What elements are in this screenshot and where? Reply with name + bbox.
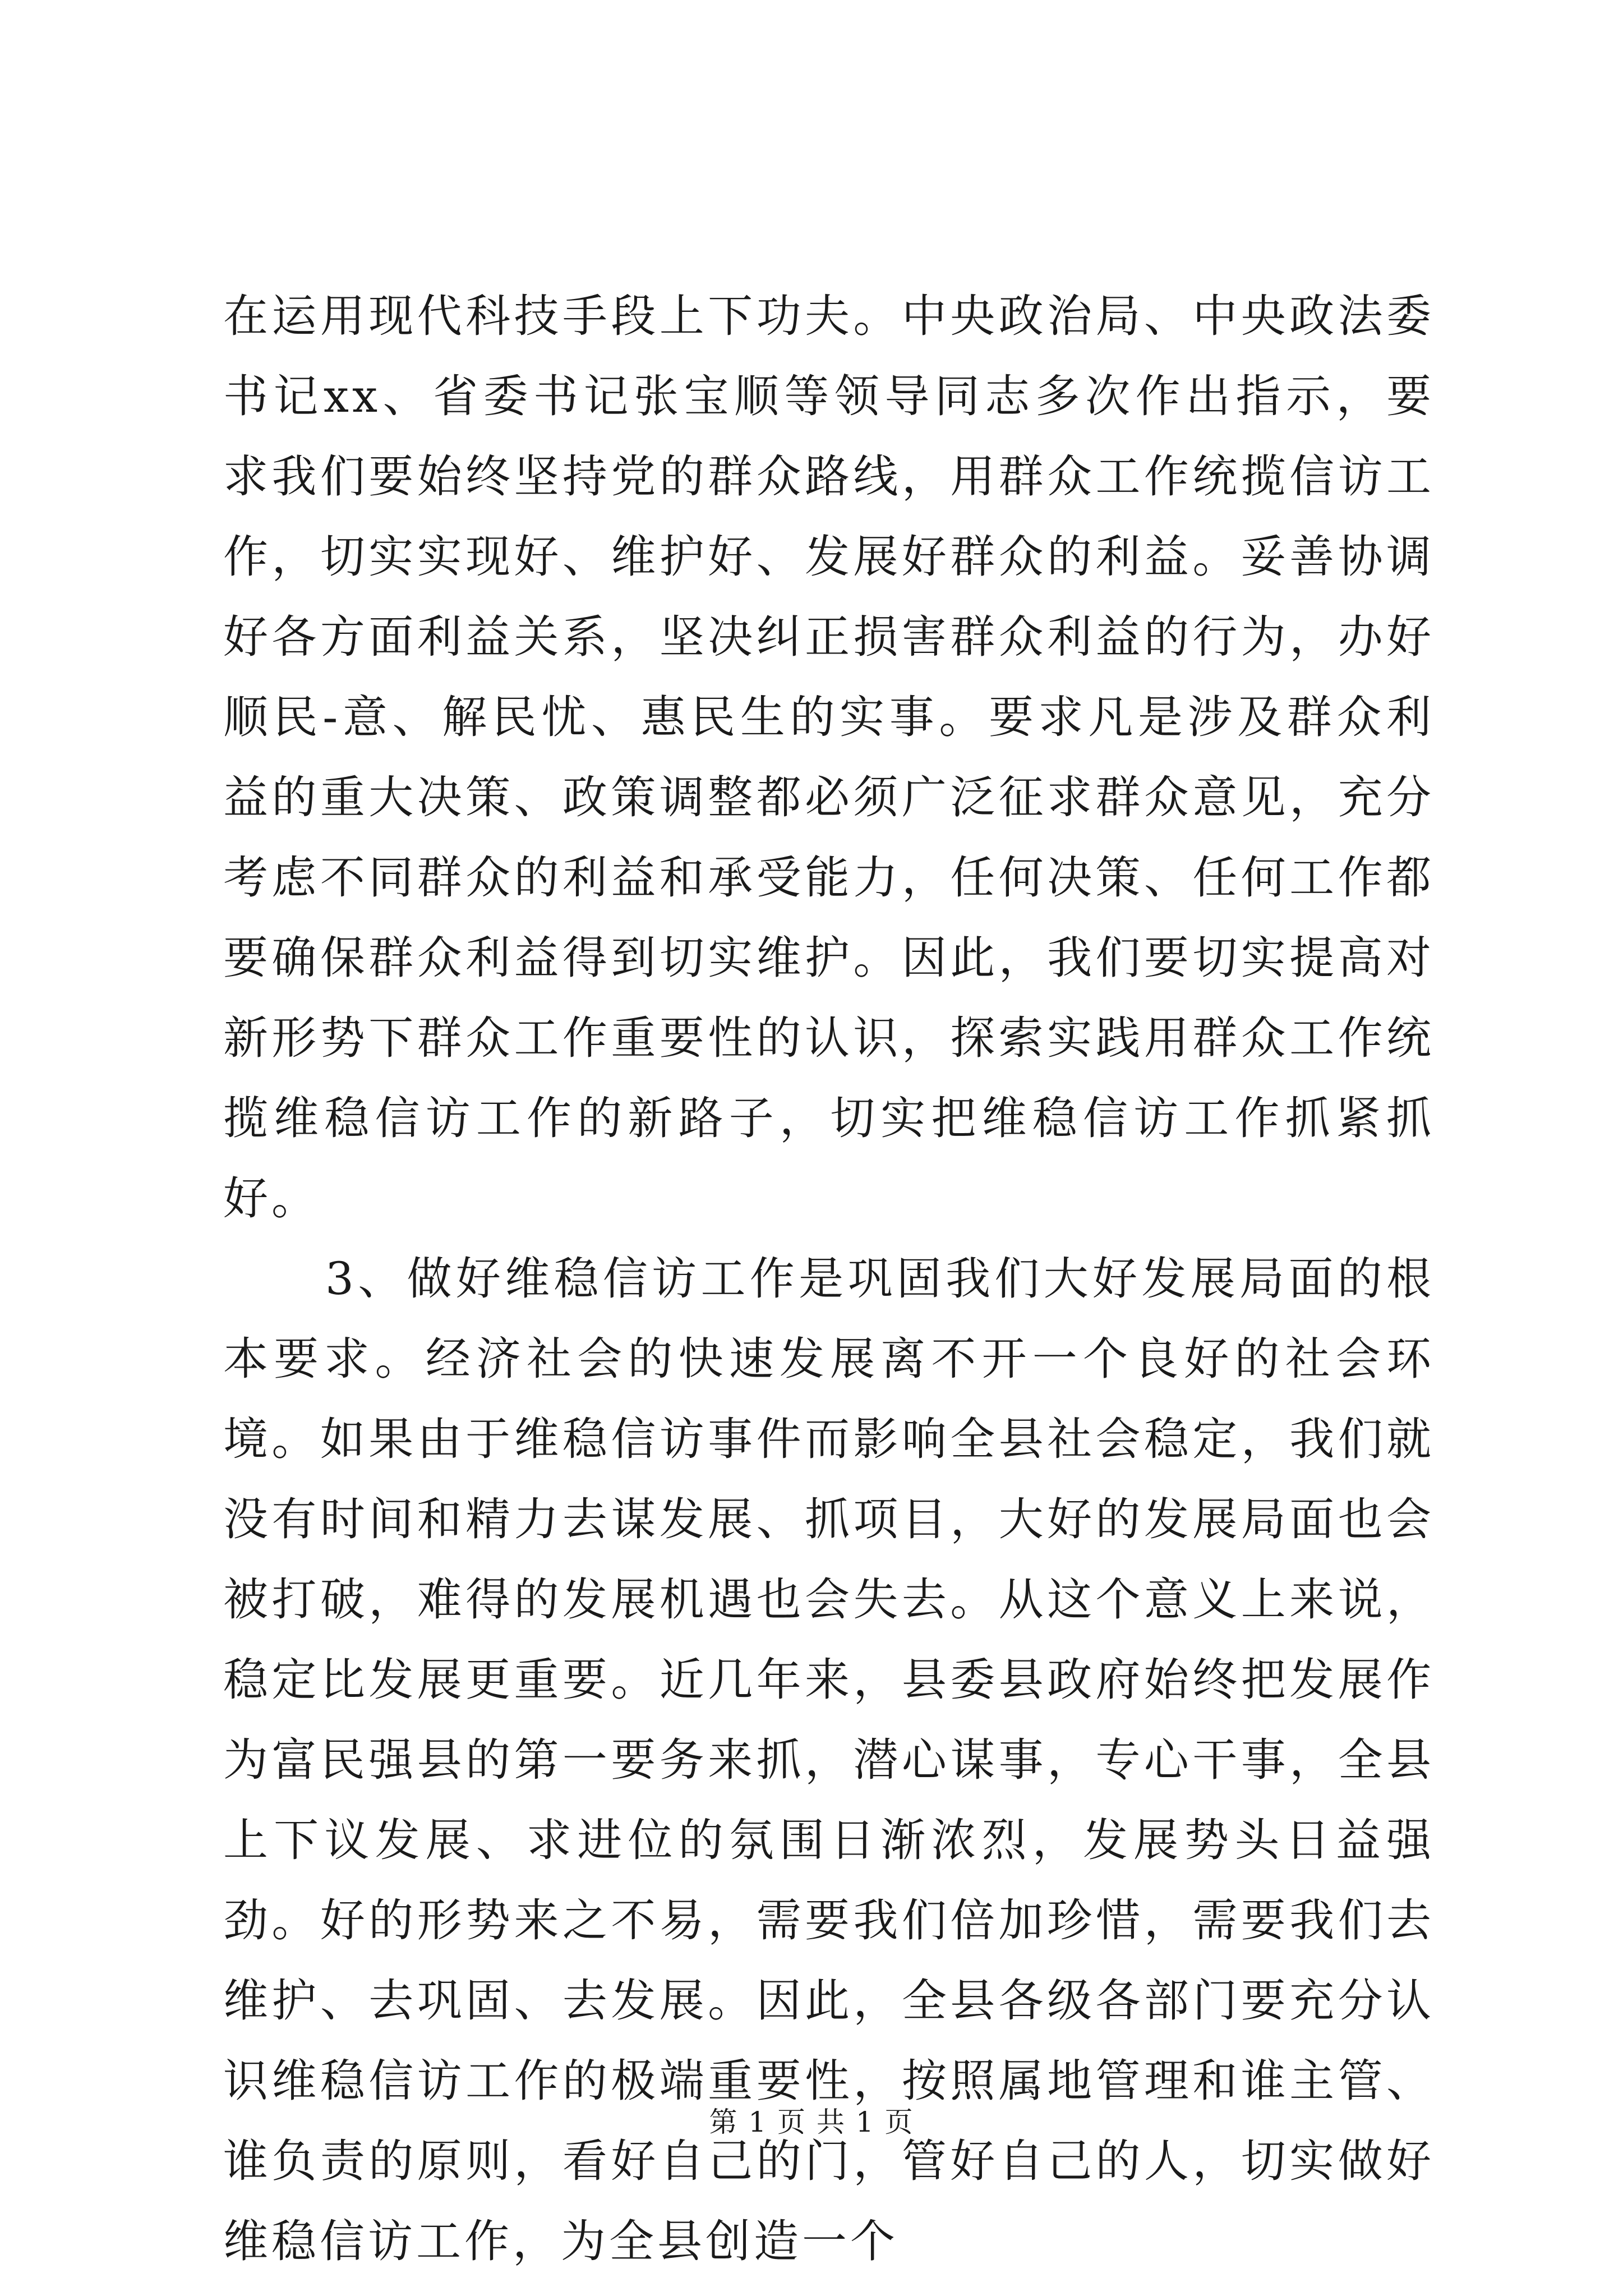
paragraph-2: 3、做好维稳信访工作是巩固我们大好发展局面的根本要求。经济社会的快速发展离不开一个良好的社会环境。如果由于维稳信访事件而影响全县社会稳定，我们就没有时间和精力去谋发展、抓项目，大好的发展局面也会被打破，难得的发展机遇也会失去。从这个意义上来说，稳定比发展更重要。近几年来，县委县政府始终把发展作为富民强县的第一要务来抓，潜心谋事，专心干事，全县上下议发展、求进位的氛围日渐浓烈，发展势头日益强劲。好的形势来之不易，需要我们倍加珍惜，需要我们去维护、去巩固、去发展。因此，全县各级各部门要充分认识维稳信访工作的极端重要性，按照属地管理和谁主管、谁负责的原则，看好自己的门，管好自己的人，切实做好维稳信访工作，为全县创造一个 xyxy=(223,1253,1435,2267)
paragraph-1: 在运用现代科技手段上下功夫。中央政治局、中央政法委书记xx、省委书记张宝顺等领导同志多次作出指示，要求我们要始终坚持党的群众路线，用群众工作统揽信访工作，切实实现好、维护好、发展好群众的利益。妥善协调好各方面利益关系，坚决纠正损害群众利益的行为，办好顺民-意、解民忧、惠民生的实事。要求凡是涉及群众利益的重大决策、政策调整都必须广泛征求群众意见，充分考虑不同群众的利益和承受能力，任何决策、任何工作都要确保群众利益得到切实维护。因此，我们要切实提高对新形势下群众工作重要性的认识，探索实践用群众工作统揽维稳信访工作的新路子，切实把维稳信访工作抓紧抓好。 xyxy=(223,290,1435,1225)
page-footer: 第 1 页 共 1 页 xyxy=(709,2106,914,2138)
document-body xyxy=(223,276,1435,2281)
